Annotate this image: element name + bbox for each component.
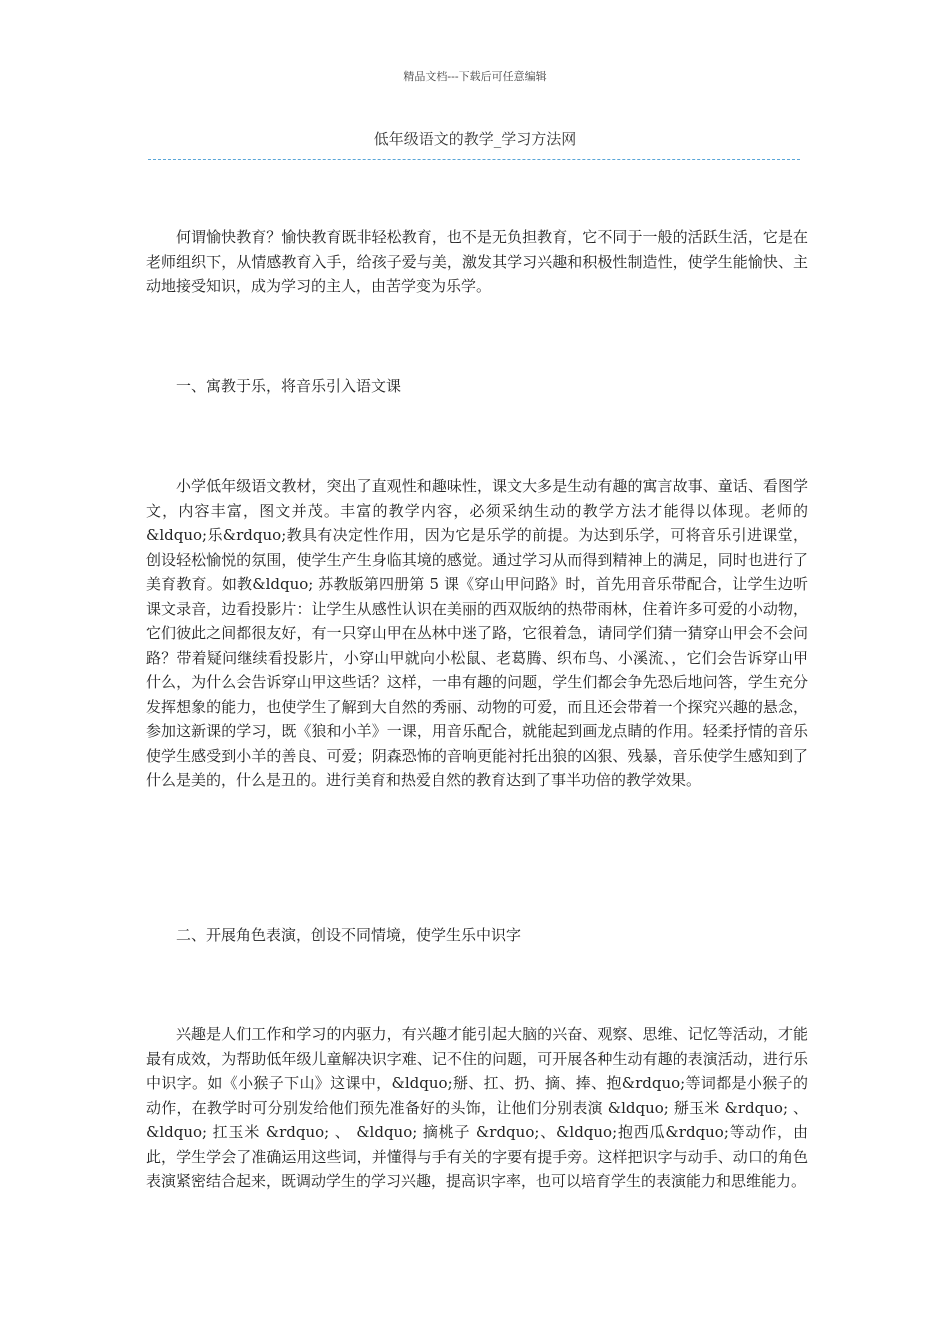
intro-paragraph: 何谓愉快教育？愉快教育既非轻松教育，也不是无负担教育，它不同于一般的活跃生活，它是在老师组织下，从情感教育入手，给孩子爱与美，激发其学习兴趣和积极性制造性，使学生能愉快、主动地接受知识，成为学习的主人，由苦学变为乐学。 xyxy=(146,228,808,295)
title-dashed-divider xyxy=(148,159,800,160)
document-title: 低年级语文的教学_学习方法网 xyxy=(373,130,577,148)
header-note: 精品文档---下载后可任意编辑 xyxy=(403,70,547,83)
section-1-heading: 一、寓教于乐，将音乐引入语文课 xyxy=(176,377,402,395)
section-2-paragraph: 兴趣是人们工作和学习的内驱力，有兴趣才能引起大脑的兴奋、观察、思维、记忆等活动，才能最有成效，为帮助低年级儿童解决识字难、记不住的问题，可开展各种生动有趣的表演活动，进行乐中识字。如《小猴子下山》这课中，&ldquo;掰、扛、扔、摘、捧、抱&rdquo;等词都是小猴子的动作，在教学时可分别发给他们预先准备好的头饰，让他们分别表演 &ldquo; 掰玉米 &rdquo; 、 &ldquo; 扛玉米 &rdquo; 、 &ldquo; 摘桃子 &rdquo;、&ldquo;抱西瓜&rdquo;等动作，由此，学生学会了准确运用这些词，并懂得与手有关的字要有提手旁。这样把识字与动手、动口的角色表演紧密结合起来，既调动学生的学习兴趣，提高识字率，也可以培育学生的表演能力和思维能力。 xyxy=(146,1025,808,1190)
section-2-heading: 二、开展角色表演，创设不同情境，使学生乐中识字 xyxy=(176,926,522,944)
section-1-paragraph: 小学低年级语文教材，突出了直观性和趣味性，课文大多是生动有趣的寓言故事、童话、看图学文，内容丰富，图文并茂。丰富的教学内容，必须采纳生动的教学方法才能得以体现。老师的&ldquo;乐&rdquo;教具有决定性作用，因为它是乐学的前提。为达到乐学，可将音乐引进课堂，创设轻松愉悦的氛围，使学生产生身临其境的感觉。通过学习从而得到精神上的满足，同时也进行了美育教育。如教&ldquo; 苏教版第四册第 5 课《穿山甲问路》时，首先用音乐带配合，让学生边听课文录音，边看投影片：让学生从感性认识在美丽的西双版纳的热带雨林，住着许多可爱的小动物，它们彼此之间都很友好，有一只穿山甲在丛林中迷了路，它很着急，请同学们猜一猜穿山甲会不会问路？带着疑问继续看投影片，小穿山甲就向小松鼠、老葛腾、织布鸟、小溪流、，它们会告诉穿山甲什么，为什么会告诉穿山甲这些话？这样，一串有趣的问题，学生们都会争先恐后地问答，学生充分发挥想象的能力，也使学生了解到大自然的秀丽、动物的可爱，而且还会带着一个探究兴趣的悬念，参加这新课的学习，既《狼和小羊》一课，用音乐配合，就能起到画龙点睛的作用。轻柔抒情的音乐使学生感受到小羊的善良、可爱；阴森恐怖的音响更能衬托出狼的凶狠、残暴，音乐使学生感知到了什么是美的，什么是丑的。进行美育和热爱自然的教育达到了事半功倍的教学效果。 xyxy=(146,477,808,789)
